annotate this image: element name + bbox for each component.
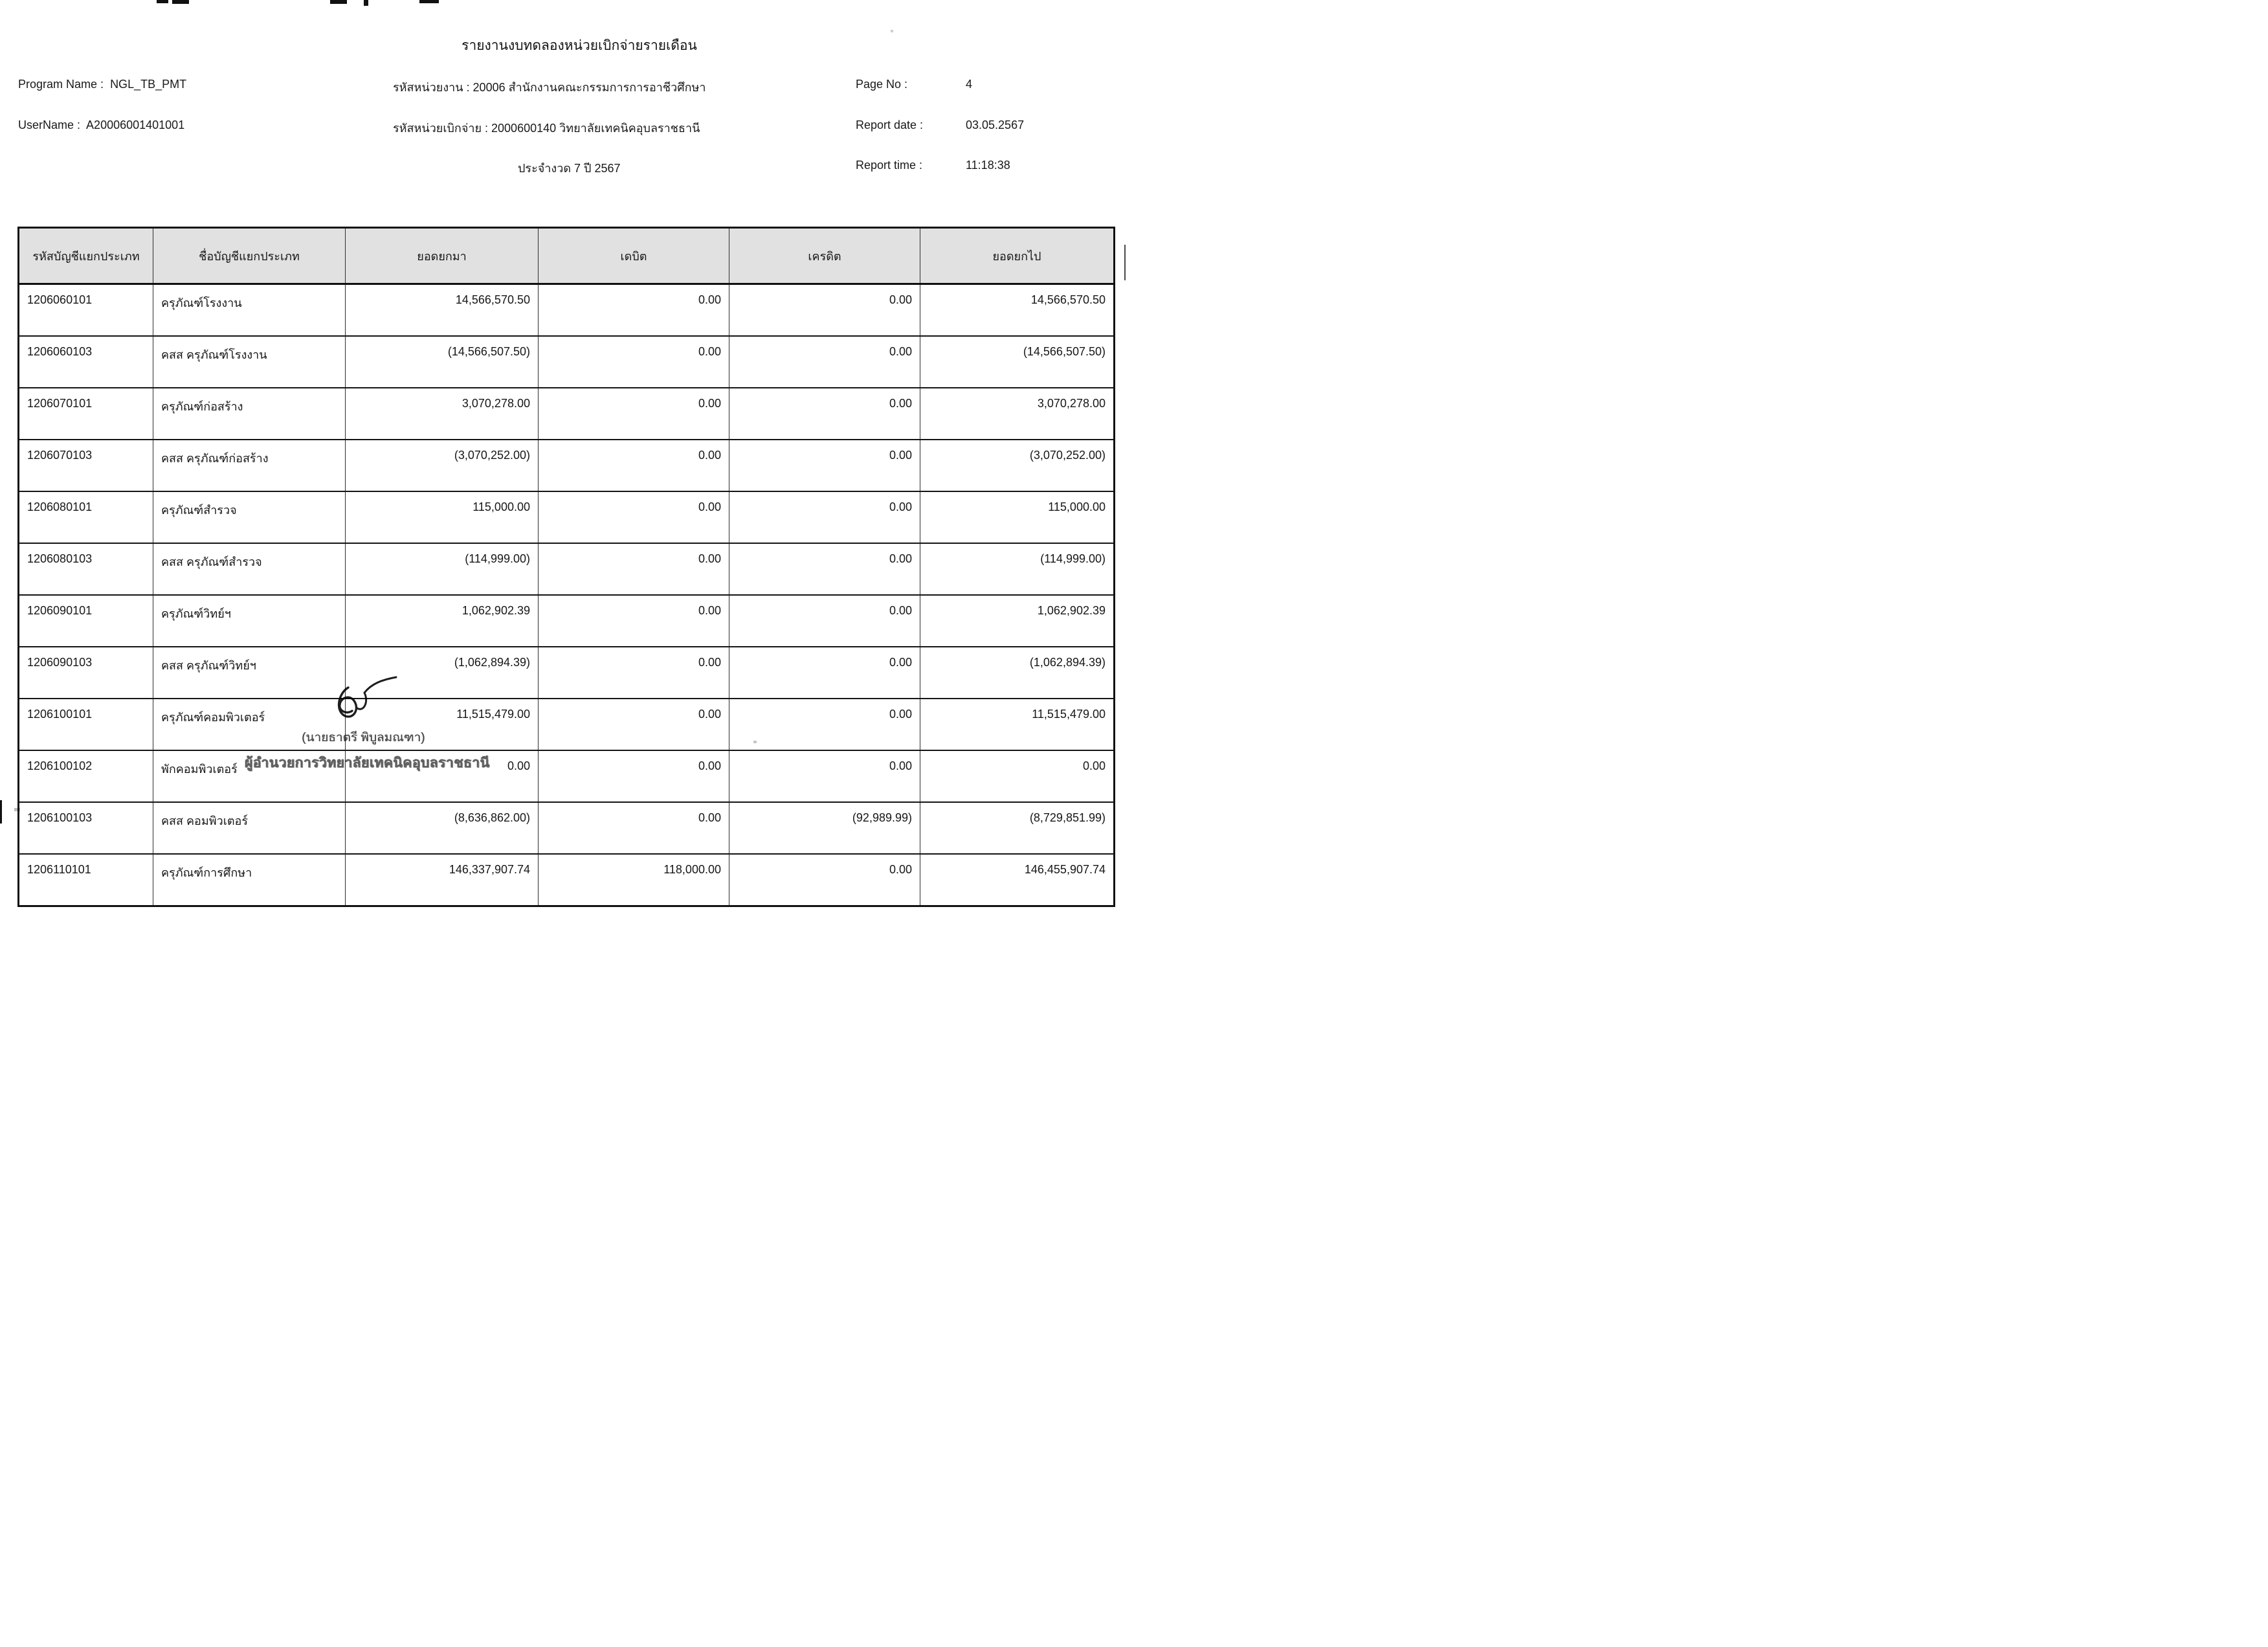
column-header-carry-forward: ยอดยกไป [920,228,1115,284]
cell-brought-forward: 146,337,907.74 [346,854,539,906]
cell-credit: 0.00 [729,284,920,337]
table-row [19,388,1115,440]
username-line [18,118,184,132]
cell-account-name: พักคอมพิวเตอร์ [153,750,346,802]
scan-artifact [330,0,347,4]
cell-account-name: คสส ครุภัณฑ์โรงงาน [153,336,346,388]
cell-account-name: ครุภัณฑ์สำรวจ [153,491,346,543]
cell-account-name: ครุภัณฑ์คอมพิวเตอร์ [153,699,346,750]
cell-account-code: 1206060101 [19,284,153,337]
cell-carry-forward: (114,999.00) [920,543,1115,595]
cell-brought-forward: 14,566,570.50 [346,284,539,337]
cell-credit: 0.00 [729,854,920,906]
cell-carry-forward: 1,062,902.39 [920,595,1115,647]
cell-carry-forward: (14,566,507.50) [920,336,1115,388]
cell-credit: 0.00 [729,440,920,491]
cell-debit: 0.00 [539,699,729,750]
scanned-report-page [0,0,1134,879]
cell-brought-forward: (1,062,894.39) [346,647,539,699]
scan-artifact [364,0,368,6]
scan-artifact [172,0,189,4]
period-line: ประจำงวด 7 ปี 2567 [518,162,621,175]
cell-carry-forward: 146,455,907.74 [920,854,1115,906]
cell-account-code: 1206110101 [19,854,153,906]
cell-credit: 0.00 [729,699,920,750]
table-row [19,802,1115,854]
cell-debit: 0.00 [539,543,729,595]
cell-debit: 0.00 [539,388,729,440]
username-label: UserName : [18,118,81,131]
cell-debit: 118,000.00 [539,854,729,906]
cell-brought-forward: (3,070,252.00) [346,440,539,491]
column-header-debit: เดบิต [539,228,729,284]
cell-carry-forward: 115,000.00 [920,491,1115,543]
program-name-label: Program Name : [18,78,104,91]
cell-credit: 0.00 [729,491,920,543]
stamp-signer-name: (นายธาตรี พิบูลมณฑา) [302,731,425,745]
cell-account-code: 1206070103 [19,440,153,491]
cell-carry-forward: 14,566,570.50 [920,284,1115,337]
cell-account-name: คสส คอมพิวเตอร์ [153,802,346,854]
cell-debit: 0.00 [539,336,729,388]
cell-credit: 0.00 [729,336,920,388]
cell-credit: (92,989.99) [729,802,920,854]
cell-brought-forward: 115,000.00 [346,491,539,543]
cell-credit: 0.00 [729,595,920,647]
cell-account-code: 1206090101 [19,595,153,647]
cell-carry-forward: 3,070,278.00 [920,388,1115,440]
cell-brought-forward: (14,566,507.50) [346,336,539,388]
cell-account-code: 1206070101 [19,388,153,440]
cell-account-code: 1206080101 [19,491,153,543]
cell-debit: 0.00 [539,595,729,647]
cell-account-code: 1206100102 [19,750,153,802]
stamp-signer-title: ผู้อำนวยการวิทยาลัยเทคนิคอุบลราชธานี [245,756,490,770]
cell-credit: 0.00 [729,388,920,440]
table-row [19,336,1115,388]
cell-credit: 0.00 [729,647,920,699]
cell-carry-forward: 11,515,479.00 [920,699,1115,750]
cell-carry-forward: (1,062,894.39) [920,647,1115,699]
scan-artifact [419,0,439,3]
program-name-line [18,78,186,91]
cell-account-name: คสส ครุภัณฑ์สำรวจ [153,543,346,595]
cell-debit: 0.00 [539,647,729,699]
table-row [19,543,1115,595]
cell-debit: 0.00 [539,491,729,543]
column-header-brought-forward: ยอดยกมา [346,228,539,284]
cell-credit: 0.00 [729,750,920,802]
page-title: รายงานงบทดลองหน่วยเบิกจ่ายรายเดือน [461,38,697,53]
cell-account-code: 1206100103 [19,802,153,854]
cell-debit: 0.00 [539,802,729,854]
table-row [19,647,1115,699]
cell-brought-forward: 0.00 [346,750,539,802]
agency-code-line: รหัสหน่วยงาน : 20006 สำนักงานคณะกรรมการการอาชีวศึกษา [393,81,706,94]
cell-account-name: ครุภัณฑ์การศึกษา [153,854,346,906]
username-value: A20006001401001 [86,118,185,131]
cell-account-code: 1206090103 [19,647,153,699]
table-row [19,284,1115,337]
table-row [19,699,1115,750]
program-name-value: NGL_TB_PMT [110,78,187,91]
disbursement-code-line: รหัสหน่วยเบิกจ่าย : 2000600140 วิทยาลัยเทคนิคอุบลราชธานี [393,122,700,135]
cell-account-name: ครุภัณฑ์ก่อสร้าง [153,388,346,440]
table-row [19,440,1115,491]
table-body [19,284,1115,906]
page-no-label: Page No : [856,78,908,91]
trial-balance-table [17,227,1115,907]
column-header-account-name: ชื่อบัญชีแยกประเภท [153,228,346,284]
cell-account-name: คสส ครุภัณฑ์ก่อสร้าง [153,440,346,491]
report-time-value: 11:18:38 [966,159,1010,172]
table-row [19,750,1115,802]
page-no-value: 4 [966,78,973,91]
scan-artifact [157,0,168,3]
cell-account-name: ครุภัณฑ์โรงงาน [153,284,346,337]
cell-credit: 0.00 [729,543,920,595]
cell-account-code: 1206080103 [19,543,153,595]
cell-brought-forward: (114,999.00) [346,543,539,595]
scan-artifact [0,800,2,824]
cell-debit: 0.00 [539,284,729,337]
table-row [19,595,1115,647]
cell-brought-forward: 11,515,479.00 [346,699,539,750]
report-time-label: Report time : [856,159,923,172]
scan-artifact [891,30,893,32]
report-date-label: Report date : [856,118,924,131]
table-row [19,854,1115,906]
cell-account-code: 1206060103 [19,336,153,388]
table-header-row [19,228,1115,284]
cell-account-name: ครุภัณฑ์วิทย์ฯ [153,595,346,647]
report-date-value: 03.05.2567 [966,118,1025,131]
table-row [19,491,1115,543]
cell-account-code: 1206100101 [19,699,153,750]
cell-brought-forward: 1,062,902.39 [346,595,539,647]
column-header-credit: เครดิต [729,228,920,284]
column-header-account-code: รหัสบัญชีแยกประเภท [19,228,153,284]
cell-carry-forward: 0.00 [920,750,1115,802]
scan-artifact [1124,245,1126,280]
cell-debit: 0.00 [539,750,729,802]
cell-brought-forward: 3,070,278.00 [346,388,539,440]
cell-debit: 0.00 [539,440,729,491]
cell-brought-forward: (8,636,862.00) [346,802,539,854]
cell-carry-forward: (8,729,851.99) [920,802,1115,854]
cell-account-name: คสส ครุภัณฑ์วิทย์ฯ [153,647,346,699]
cell-carry-forward: (3,070,252.00) [920,440,1115,491]
